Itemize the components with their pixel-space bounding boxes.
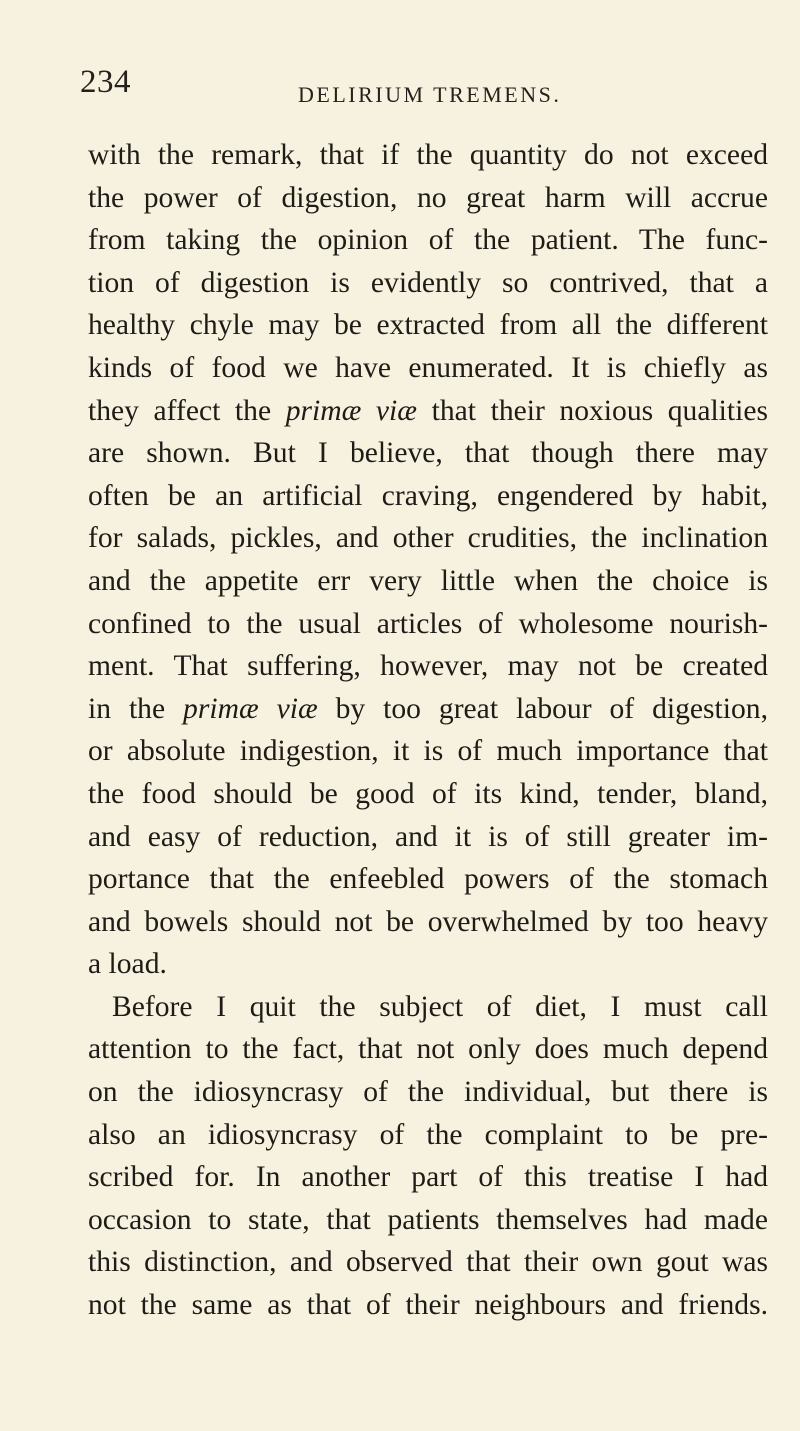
- text-line: a load.: [88, 948, 167, 981]
- latin-phrase: primæ viæ: [285, 394, 418, 427]
- text-line: this distinction, and observed that their own gout was: [88, 1246, 768, 1279]
- text-line: healthy chyle may be extracted from all the different: [88, 309, 768, 342]
- text-line: or absolute indigestion, it is of much importance that: [88, 735, 768, 768]
- text-line: kinds of food we have enumerated. It is chiefly as: [88, 351, 768, 384]
- text-line: ment. That suffering, however, may not be created: [88, 650, 768, 683]
- text-line: portance that the enfeebled powers of the stomach: [88, 863, 768, 896]
- text-line: also an idiosyncrasy of the complaint to be pre-: [88, 1118, 768, 1151]
- text-line: and the appetite err very little when the choice is: [88, 564, 768, 597]
- text-line: often be an artificial craving, engendered by habit,: [88, 479, 768, 512]
- text-line: the power of digestion, no great harm will accrue: [88, 181, 768, 214]
- paragraph-start: Before I quit the subject of diet, I must call: [112, 990, 768, 1023]
- latin-phrase: primæ viæ: [183, 692, 318, 725]
- text-line: they affect the primæ viæ that their noxious qualities: [88, 394, 768, 427]
- text-line: with the remark, that if the quantity do not exceed: [88, 139, 768, 171]
- text-line: confined to the usual articles of wholesome nourish-: [88, 607, 768, 640]
- text-line: tion of digestion is evidently so contrived, that a: [88, 266, 768, 299]
- text-line: from taking the opinion of the patient. The func-: [88, 224, 768, 257]
- text-line: not the same as that of their neighbours and friends.: [88, 1289, 768, 1322]
- text-line: occasion to state, that patients themselves had made: [88, 1203, 768, 1236]
- text-line: and easy of reduction, and it is of still greater im-: [88, 820, 768, 853]
- text-line: on the idiosyncrasy of the individual, but there is: [88, 1076, 768, 1109]
- text-line: attention to the fact, that not only does much depend: [88, 1033, 768, 1066]
- running-head: DELIRIUM TREMENS.: [298, 82, 562, 107]
- text-line: for salads, pickles, and other crudities, the inclination: [88, 522, 768, 555]
- text-line: scribed for. In another part of this treatise I had: [88, 1161, 768, 1194]
- text-line: the food should be good of its kind, tender, bland,: [88, 777, 768, 810]
- text-line: are shown. But I believe, that though there may: [88, 437, 768, 470]
- body-text: [88, 134, 768, 1327]
- text-line: in the primæ viæ by too great labour of digestion,: [88, 692, 768, 725]
- page-number: 234: [80, 64, 131, 100]
- text-line: and bowels should not be overwhelmed by too heavy: [88, 905, 768, 938]
- page-header: [0, 64, 800, 124]
